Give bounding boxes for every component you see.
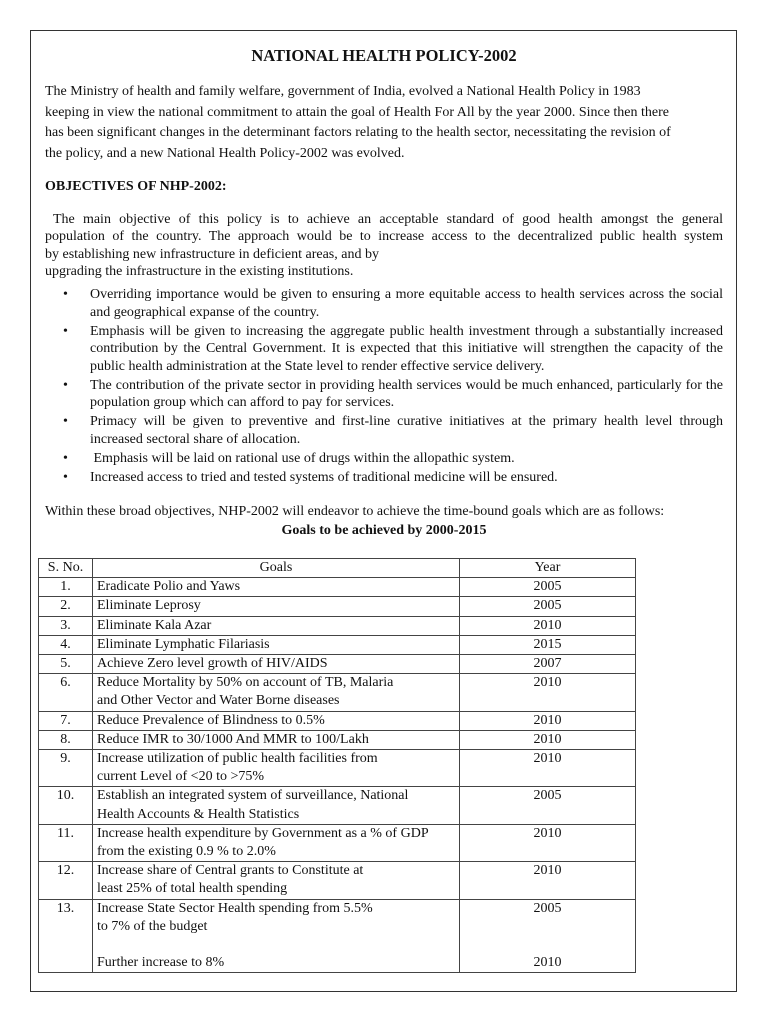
goals-intro-text: Within these broad objectives, NHP-2002 will endeavor to achieve the time-bound goals which are as follows: [45,504,665,519]
year-line: 2005 [533,598,562,614]
row-sno: 10. [39,787,93,824]
table-row [39,899,636,973]
goal-line [97,936,455,954]
row-goal [93,711,460,730]
row-goal [93,750,460,787]
row-goal [93,635,460,654]
year-line: 2010 [533,712,562,728]
year-line [464,918,631,936]
goal-line: Eliminate Lymphatic Filariasis [97,636,270,652]
year-line: 2010 [533,751,562,767]
goals-table [38,558,636,973]
goal-line: Health Accounts & Health Statistics [97,806,300,822]
bullet-text: Emphasis will be laid on rational use of drugs within the allopathic system. [90,450,515,466]
table-row [39,597,636,616]
row-goal [93,730,460,749]
row-year [460,578,636,597]
year-line [464,936,631,954]
table-row [39,824,636,861]
year-line: 2005 [533,900,562,916]
header-sno: S. No. [39,559,93,578]
bullet-item [45,469,723,487]
goal-line: Eliminate Kala Azar [97,617,212,633]
intro-line: the policy, and a new National Health Policy-2002 was evolved. [45,145,405,161]
objectives-line: population of the country. The approach would be to increase access to the decentralized public health system [45,229,723,245]
row-year [460,862,636,899]
year-line: 2005 [533,788,562,804]
bullet-icon: • [63,469,68,485]
document-title: NATIONAL HEALTH POLICY-2002 [251,46,517,65]
goal-line: current Level of <20 to >75% [97,769,265,785]
goal-line: Increase State Sector Health spending from 5.5% [97,900,373,916]
table-row [39,674,636,711]
bullet-icon: • [63,287,68,302]
goal-line: from the existing 0.9 % to 2.0% [97,844,276,860]
row-sno: 13. [39,899,93,973]
row-year [460,730,636,749]
row-sno: 11. [39,824,93,861]
row-sno: 8. [39,730,93,749]
goal-line: Increase share of Central grants to Constitute at [97,863,364,879]
goals-table-title: Goals to be achieved by 2000-2015 [281,523,487,538]
row-year [460,824,636,861]
row-sno: 4. [39,635,93,654]
bullet-item [45,323,723,376]
bullet-icon: • [63,323,68,339]
bullet-item [45,413,723,448]
objectives-line: by establishing new infrastructure in deficient areas, and by [45,246,379,262]
row-goal [93,674,460,711]
objectives-paragraph [45,211,723,280]
row-sno: 9. [39,750,93,787]
year-line: 2007 [533,656,562,672]
goals-table-body [39,578,636,973]
row-year [460,899,636,973]
year-line: 2010 [533,863,562,879]
objectives-line: The main objective of this policy is to achieve an acceptable standard of good health amongst the general [45,212,723,227]
goal-line: Reduce Mortality by 50% on account of TB, Malaria [97,675,394,691]
row-year [460,674,636,711]
table-row [39,578,636,597]
bullet-icon: • [63,450,68,466]
row-goal [93,787,460,824]
bullet-text: Primacy will be given to preventive and first-line curative initiatives at the primary health level through increased sectoral share of allocation. [90,414,723,447]
row-year [460,597,636,616]
goal-line: and Other Vector and Water Borne diseases [97,693,340,709]
bullet-item [45,286,723,321]
intro-line: keeping in view the national commitment to attain the goal of Health For All by the year 2000. Since then there [45,104,670,120]
row-year [460,787,636,824]
objectives-line: upgrading the infrastructure in the existing institutions. [45,263,354,279]
header-goals: Goals [93,559,460,578]
bullet-icon: • [63,377,68,393]
bullet-item [45,377,723,412]
row-goal [93,578,460,597]
table-row [39,711,636,730]
row-sno: 7. [39,711,93,730]
row-year [460,616,636,635]
table-row [39,862,636,899]
row-goal [93,862,460,899]
goal-line: Establish an integrated system of surveillance, National [97,788,409,804]
row-sno: 12. [39,862,93,899]
bullet-text: Increased access to tried and tested systems of traditional medicine will be ensured. [90,469,558,485]
year-line: 2010 [533,955,562,971]
intro-line: has been significant changes in the determinant factors relating to the health sector, necessitating the revision of [45,125,671,140]
year-line: 2015 [533,636,562,652]
table-row [39,750,636,787]
row-goal [93,899,460,973]
table-row [39,655,636,674]
bullet-text: Overriding importance would be given to ensuring a more equitable access to health services across the social and geographical expanse of the country. [90,287,723,320]
goal-line: Increase health expenditure by Government as a % of GDP [97,825,429,841]
bullet-item [45,450,723,468]
year-line: 2010 [533,731,562,747]
row-sno: 1. [39,578,93,597]
table-row [39,787,636,824]
table-row [39,616,636,635]
goal-line: least 25% of total health spending [97,881,288,897]
row-year [460,655,636,674]
row-goal [93,824,460,861]
table-row [39,730,636,749]
row-sno: 5. [39,655,93,674]
intro-paragraph [45,82,723,164]
goal-line: Achieve Zero level growth of HIV/AIDS [97,656,328,672]
table-row [39,635,636,654]
goal-line: Increase utilization of public health facilities from [97,751,378,767]
row-year [460,711,636,730]
row-goal [93,616,460,635]
goal-line: Reduce Prevalence of Blindness to 0.5% [97,712,325,728]
bullet-text: The contribution of the private sector in providing health services would be much enhanced, particularly for the population group which can afford to pay for services. [90,377,723,410]
bullet-text: Emphasis will be given to increasing the aggregate public health investment through a substantially increased contribution by the Central Government. It is expected that this initiative will strengthen the capacity of the public health administration at the State level to render effective service delivery. [90,323,723,374]
year-line: 2010 [533,675,562,691]
objectives-heading: OBJECTIVES OF NHP-2002: [45,179,227,194]
year-line: 2005 [533,579,562,595]
goal-line: Reduce IMR to 30/1000 And MMR to 100/Lakh [97,731,369,747]
row-year [460,635,636,654]
bullet-icon: • [63,414,68,429]
goal-line: Eradicate Polio and Yaws [97,579,241,595]
row-sno: 2. [39,597,93,616]
year-line: 2010 [533,617,562,633]
goal-line: Further increase to 8% [97,955,225,971]
row-sno: 3. [39,616,93,635]
row-goal [93,655,460,674]
goal-line: to 7% of the budget [97,918,208,934]
year-line: 2010 [533,825,562,841]
intro-line: The Ministry of health and family welfare, government of India, evolved a National Health Policy in 1983 [45,84,641,99]
row-sno: 6. [39,674,93,711]
objectives-bullet-list [45,286,723,488]
goal-line: Eliminate Leprosy [97,598,201,614]
row-goal [93,597,460,616]
header-year: Year [460,559,636,578]
table-header-row [39,559,636,578]
row-year [460,750,636,787]
